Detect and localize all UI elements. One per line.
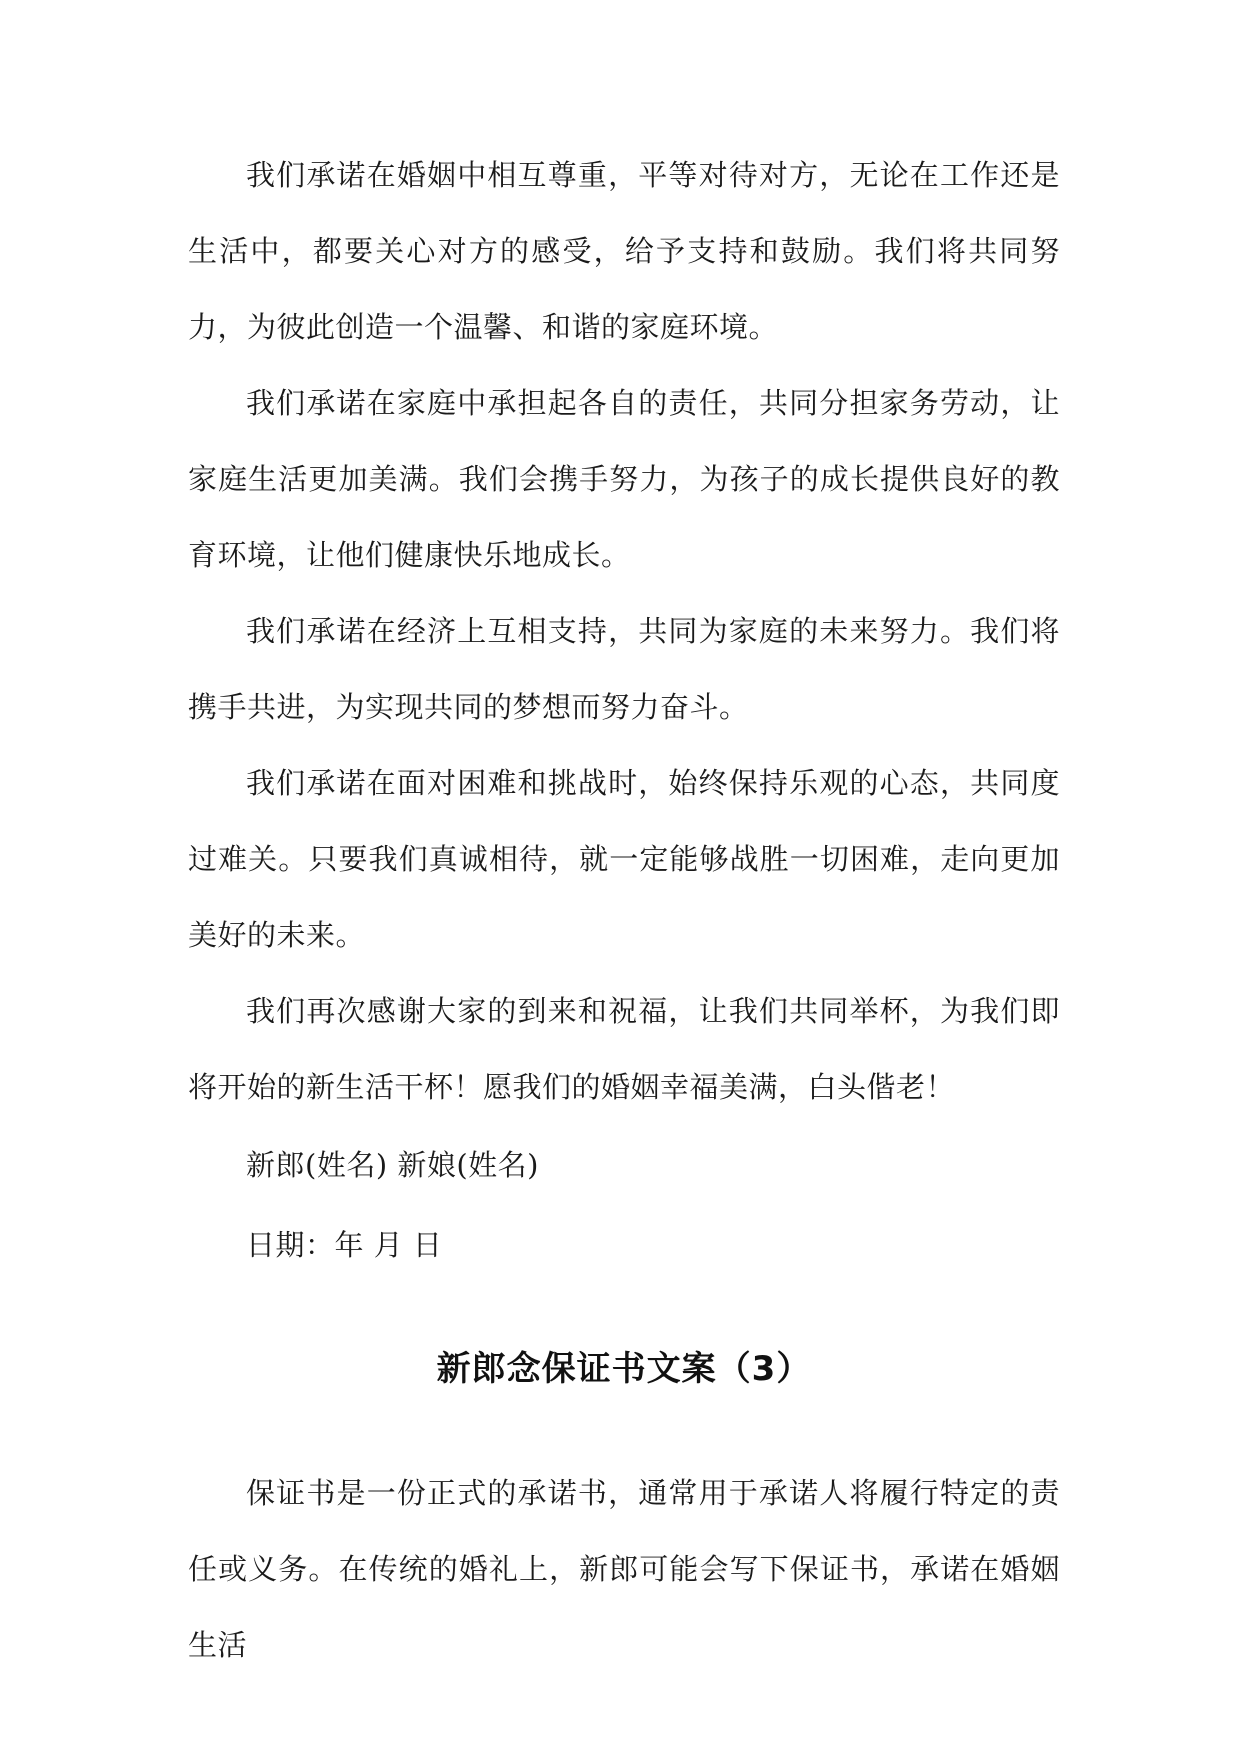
document-body xyxy=(188,137,1060,1683)
paragraph-difficulties: 我们承诺在面对困难和挑战时，始终保持乐观的心态，共同度过难关。只要我们真诚相待，就一定能够战胜一切困难，走向更加美好的未来。 xyxy=(188,766,1060,952)
paragraph-economic: 我们承诺在经济上互相支持，共同为家庭的未来努力。我们将携手共进，为实现共同的梦想而努力奋斗。 xyxy=(188,614,1060,724)
paragraph-thanks: 我们再次感谢大家的到来和祝福，让我们共同举杯，为我们即将开始的新生活干杯！愿我们的婚姻幸福美满，白头偕老！ xyxy=(188,994,1060,1104)
signature-line: 新郎(姓名) 新娘(姓名) xyxy=(246,1148,539,1182)
paragraph-respect: 我们承诺在婚姻中相互尊重，平等对待对方，无论在工作还是生活中，都要关心对方的感受，给予支持和鼓励。我们将共同努力，为彼此创造一个温馨、和谐的家庭环境。 xyxy=(188,158,1060,344)
section-title: 新郎念保证书文案（3） xyxy=(436,1349,812,1389)
paragraph-intro: 保证书是一份正式的承诺书，通常用于承诺人将履行特定的责任或义务。在传统的婚礼上，新郎可能会写下保证书，承诺在婚姻生活 xyxy=(188,1476,1060,1662)
date-line: 日期：年 月 日 xyxy=(246,1228,443,1262)
paragraph-family-duty: 我们承诺在家庭中承担起各自的责任，共同分担家务劳动，让家庭生活更加美满。我们会携手努力，为孩子的成长提供良好的教育环境，让他们健康快乐地成长。 xyxy=(188,386,1060,572)
